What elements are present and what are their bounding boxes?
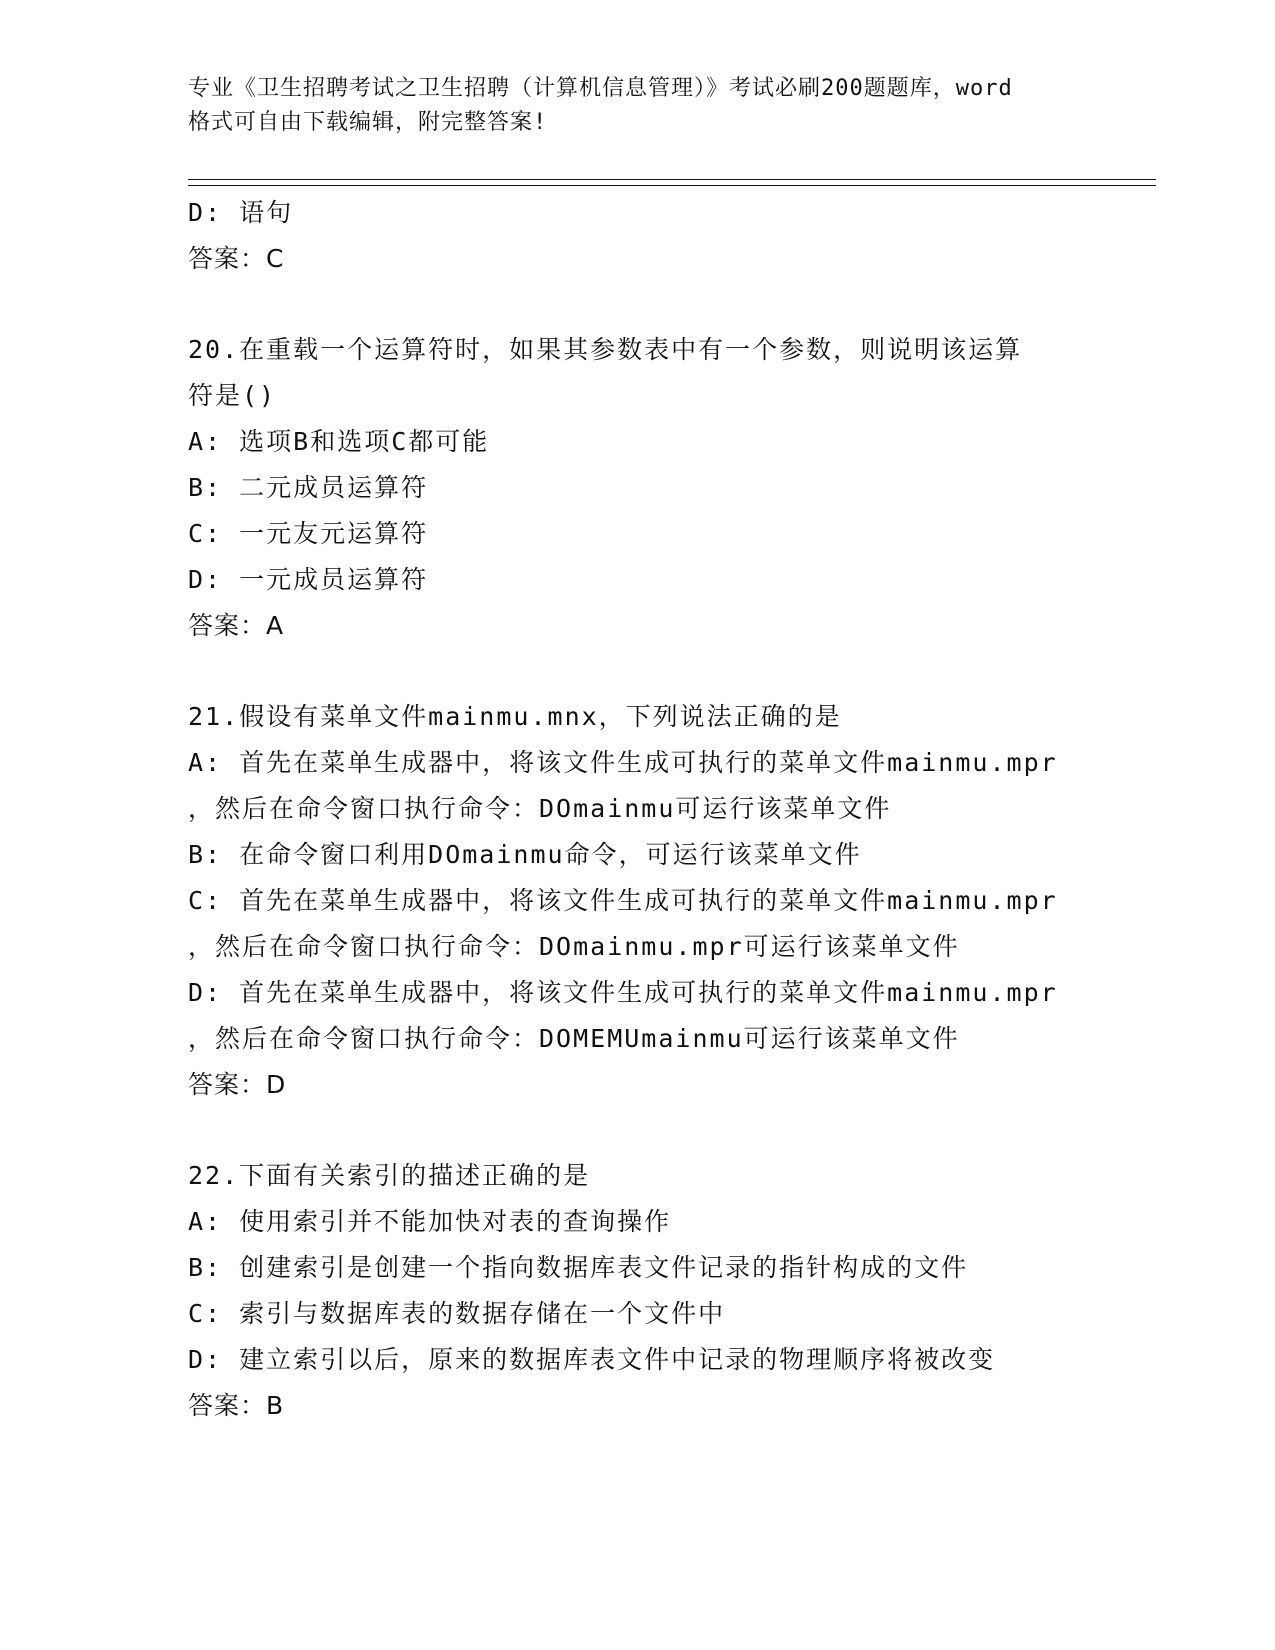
option-c-cont: ，然后在命令窗口执行命令：DOmainmu.mpr可运行该菜单文件 <box>188 932 960 961</box>
document-header <box>188 72 1088 140</box>
answer-line: 答案：C <box>188 244 285 273</box>
option-b: B: 创建索引是创建一个指向数据库表文件记录的指针构成的文件 <box>188 1253 969 1282</box>
option-d: D: 首先在菜单生成器中，将该文件生成可执行的菜单文件mainmu.mpr <box>188 978 1058 1007</box>
option-a-cont: ，然后在命令窗口执行命令：DOmainmu可运行该菜单文件 <box>188 794 892 823</box>
question-title: 21.假设有菜单文件mainmu.mnx，下列说法正确的是 <box>188 702 842 731</box>
option-d-cont: ，然后在命令窗口执行命令：DOMEMUmainmu可运行该菜单文件 <box>188 1024 960 1053</box>
answer-line: 答案：D <box>188 1070 287 1099</box>
question-content <box>188 190 1088 1429</box>
question-title: 20.在重载一个运算符时，如果其参数表中有一个参数，则说明该运算 <box>188 335 1023 364</box>
header-line-1: 专业《卫生招聘考试之卫生招聘（计算机信息管理）》考试必刷200题题库，word <box>188 76 1013 101</box>
question-22 <box>188 1153 1088 1429</box>
option-d: D: 建立索引以后，原来的数据库表文件中记录的物理顺序将被改变 <box>188 1345 996 1374</box>
option-b: B: 二元成员运算符 <box>188 473 429 502</box>
question-title-cont: 符是() <box>188 381 277 410</box>
option-a: A: 选项B和选项C都可能 <box>188 427 490 456</box>
header-rule-top <box>188 179 1156 180</box>
option-d: D: 语句 <box>188 198 294 227</box>
option-c: C: 一元友元运算符 <box>188 519 429 548</box>
answer-line: 答案：A <box>188 611 285 640</box>
answer-line: 答案：B <box>188 1391 285 1420</box>
header-line-2: 格式可自由下载编辑，附完整答案! <box>188 110 548 135</box>
header-rule-bottom <box>188 185 1156 186</box>
option-c: C: 索引与数据库表的数据存储在一个文件中 <box>188 1299 726 1328</box>
option-b: B: 在命令窗口利用DOmainmu命令，可运行该菜单文件 <box>188 840 862 869</box>
option-a: A: 首先在菜单生成器中，将该文件生成可执行的菜单文件mainmu.mpr <box>188 748 1058 777</box>
option-c: C: 首先在菜单生成器中，将该文件生成可执行的菜单文件mainmu.mpr <box>188 886 1058 915</box>
question-21 <box>188 694 1088 1108</box>
question-20 <box>188 327 1088 649</box>
option-a: A: 使用索引并不能加快对表的查询操作 <box>188 1207 672 1236</box>
option-d: D: 一元成员运算符 <box>188 565 429 594</box>
question-title: 22.下面有关索引的描述正确的是 <box>188 1161 591 1190</box>
